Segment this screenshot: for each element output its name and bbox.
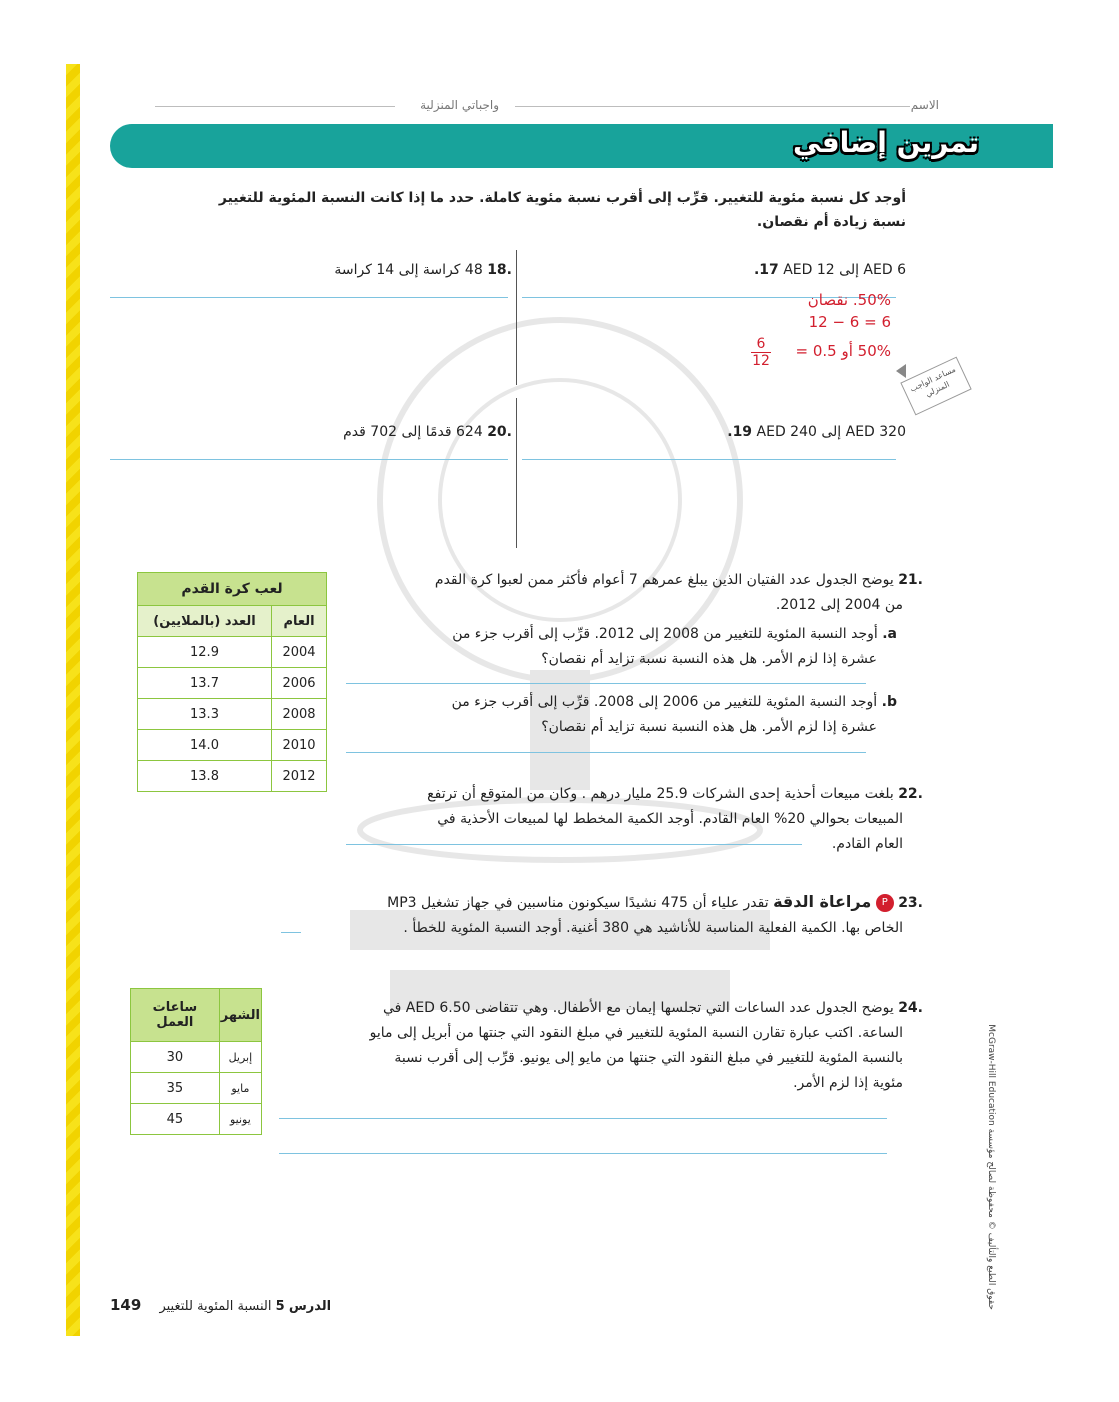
- part-label-b: b.: [881, 694, 897, 710]
- homework-label: واجباتي المنزلية: [420, 98, 499, 112]
- banner-title: تمرين إضافي: [793, 126, 979, 159]
- lesson-label: الدرس: [288, 1299, 332, 1314]
- answer-line-23[interactable]: [281, 932, 301, 933]
- cell-hours: 30: [131, 1042, 220, 1073]
- answer-line-24b[interactable]: [279, 1153, 887, 1154]
- problem-24: [283, 996, 923, 1096]
- problem-21-line-2: من 2004 إلى 2012.: [775, 597, 903, 613]
- soccer-table: [137, 572, 327, 792]
- practice-badge-icon: P: [876, 894, 894, 912]
- problem-19: [727, 420, 906, 445]
- problem-21-line-1: يوضح الجدول عدد الفتيان الذين يبلغ عمرهم 7 أعوام فأكثر ممن لعبوا كرة القدم: [434, 572, 894, 588]
- table-row: [131, 1073, 262, 1104]
- name-line[interactable]: [515, 106, 910, 107]
- problem-text: AED 12 إلى AED 6: [783, 262, 906, 278]
- side-credit-container: [984, 1010, 996, 1310]
- cell-month: إبريل: [219, 1042, 261, 1073]
- problem-number: .24: [898, 1000, 923, 1016]
- problem-17: [754, 258, 906, 283]
- problem-21a: [357, 622, 897, 672]
- help-tag-arrow-icon: [896, 364, 906, 378]
- soccer-table-title: لعب كرة القدم: [138, 573, 327, 606]
- footer: [110, 1296, 340, 1314]
- worked-answer-line-2: 12 − 6 = 6: [808, 313, 891, 331]
- table-row: [138, 761, 327, 792]
- problem-text: AED 240 إلى AED 320: [756, 424, 906, 440]
- cell-year: 2010: [272, 730, 327, 761]
- cell-month: يونيو: [219, 1104, 261, 1135]
- cell-year: 2004: [272, 637, 327, 668]
- cell-count: 14.0: [138, 730, 272, 761]
- hours-table: [130, 988, 262, 1135]
- lesson-number: 5: [275, 1299, 285, 1314]
- table-row: [138, 730, 327, 761]
- problem-24-line-3: بالنسبة المئوية للتغيير في مبلغ النقود التي جنتها من مايو إلى يونيو. قرِّب إلى أقرب نسبة: [394, 1050, 903, 1066]
- column-divider: [516, 250, 517, 385]
- table-row: [138, 699, 327, 730]
- worked-answer-line-1: 50%. نقصان: [807, 291, 891, 309]
- problem-24-line-2: الساعة. اكتب عبارة تقارن النسبة المئوية للتغيير في مبلغ النقود التي جنتها من أبريل إلى مايو: [369, 1025, 903, 1041]
- problem-number: .23: [898, 895, 923, 911]
- table-row: [131, 1042, 262, 1073]
- answer-line-20[interactable]: [110, 459, 508, 460]
- side-credit: حقوق الطبع والتأليف © محفوظة لصالح مؤسسة McGraw-Hill Education: [986, 1024, 996, 1310]
- column-header-hours: ساعات العمل: [131, 989, 220, 1042]
- problem-23-label: مراعاة الدقة: [773, 892, 872, 911]
- problem-number: .19: [727, 424, 753, 440]
- answer-line-18[interactable]: [110, 297, 508, 298]
- problem-23: [303, 889, 923, 941]
- homework-help-tag[interactable]: [900, 357, 971, 416]
- cell-year: 2012: [272, 761, 327, 792]
- lesson-title: النسبة المئوية للتغيير: [159, 1299, 272, 1314]
- problem-21: [343, 568, 923, 618]
- table-row: [131, 1104, 262, 1135]
- column-divider-lower: [516, 398, 517, 548]
- problem-22-line-1: بلغت مبيعات أحذية إحدى الشركات 25.9 مليار درهم . وكان من المتوقع أن ترتفع: [427, 786, 894, 802]
- table-row: [138, 637, 327, 668]
- page-number: 149: [110, 1296, 142, 1314]
- problem-23-line-2: الخاص بها. الكمية الفعلية المناسبة للأناشيد هي 380 أغنية. أوجد النسبة المئوية للخطأ .: [403, 920, 903, 936]
- problem-number: .22: [898, 786, 923, 802]
- answer-line-21b[interactable]: [346, 752, 866, 753]
- problem-21b-line-2: عشرة إذا لزم الأمر. هل هذه النسبة نسبة تزايد أم نقصان؟: [541, 719, 877, 735]
- part-label-a: a.: [882, 626, 897, 642]
- problem-22-line-3: العام القادم.: [831, 836, 903, 852]
- instructions-line-1: أوجد كل نسبة مئوية للتغيير. قرِّب إلى أقرب نسبة مئوية كاملة. حدد ما إذا كانت النسبة المئوية للتغيير: [218, 190, 906, 206]
- cell-year: 2008: [272, 699, 327, 730]
- problem-24-line-4: مئوية إذا لزم الأمر.: [793, 1075, 903, 1091]
- answer-line-24a[interactable]: [279, 1118, 887, 1119]
- problem-text: 48 كراسة إلى 14 كراسة: [334, 262, 483, 278]
- problem-21b: [357, 690, 897, 740]
- problem-21b-line-1: أوجد النسبة المئوية للتغيير من 2006 إلى 2008. قرِّب إلى أقرب جزء من: [451, 694, 878, 710]
- column-header-year: العام: [272, 606, 327, 637]
- problem-number: .18: [487, 262, 512, 278]
- answer-line-22[interactable]: [346, 844, 802, 845]
- homework-line: [155, 106, 395, 107]
- problem-24-line-1: يوضح الجدول عدد الساعات التي تجلسها إيمان مع الأطفال. وهي تتقاضى AED 6.50 في: [382, 1000, 894, 1016]
- table-row: [138, 668, 327, 699]
- fraction-numerator: 6: [756, 336, 766, 352]
- problem-22-line-2: المبيعات بحوالي 20% العام القادم. أوجد الكمية المخطط لها لمبيعات الأحذية في: [437, 811, 903, 827]
- problem-20: [343, 420, 512, 445]
- answer-line-19[interactable]: [522, 459, 896, 460]
- problem-number: .21: [898, 572, 923, 588]
- column-header-month: الشهر: [219, 989, 261, 1042]
- instructions: [206, 186, 906, 234]
- problem-22: [343, 782, 923, 857]
- yellow-margin-stripe: [66, 64, 80, 1336]
- problem-23-line-1: تقدر علياء أن 475 نشيدًا سيكونون مناسبين في جهاز تشغيل MP3: [387, 895, 769, 911]
- fraction-denominator: 12: [752, 353, 770, 369]
- column-header-count: العدد (بالملايين): [138, 606, 272, 637]
- cell-month: مايو: [219, 1073, 261, 1104]
- cell-count: 13.8: [138, 761, 272, 792]
- cell-year: 2006: [272, 668, 327, 699]
- cell-count: 13.7: [138, 668, 272, 699]
- cell-hours: 35: [131, 1073, 220, 1104]
- answer-line-21a[interactable]: [346, 683, 866, 684]
- problem-number: .20: [487, 424, 512, 440]
- problem-21a-line-2: عشرة إذا لزم الأمر. هل هذه النسبة نسبة تزايد أم نقصان؟: [541, 651, 877, 667]
- problem-number: .17: [753, 262, 779, 278]
- worked-answer-fraction: [751, 336, 771, 369]
- cell-count: 13.3: [138, 699, 272, 730]
- name-label: الاسم: [910, 98, 939, 112]
- problem-21a-line-1: أوجد النسبة المئوية للتغيير من 2008 إلى 2012. قرِّب إلى أقرب جزء من: [452, 626, 878, 642]
- instructions-line-2: نسبة زيادة أم نقصان.: [756, 214, 906, 230]
- cell-hours: 45: [131, 1104, 220, 1135]
- problem-text: 624 قدمًا إلى 702 قدم: [343, 424, 483, 440]
- cell-count: 12.9: [138, 637, 272, 668]
- worked-answer-line-3: 50% أو 0.5 =: [795, 342, 891, 360]
- problem-18: [334, 258, 512, 283]
- homework-help-text: مساعد الواجب المنزلي: [908, 364, 958, 399]
